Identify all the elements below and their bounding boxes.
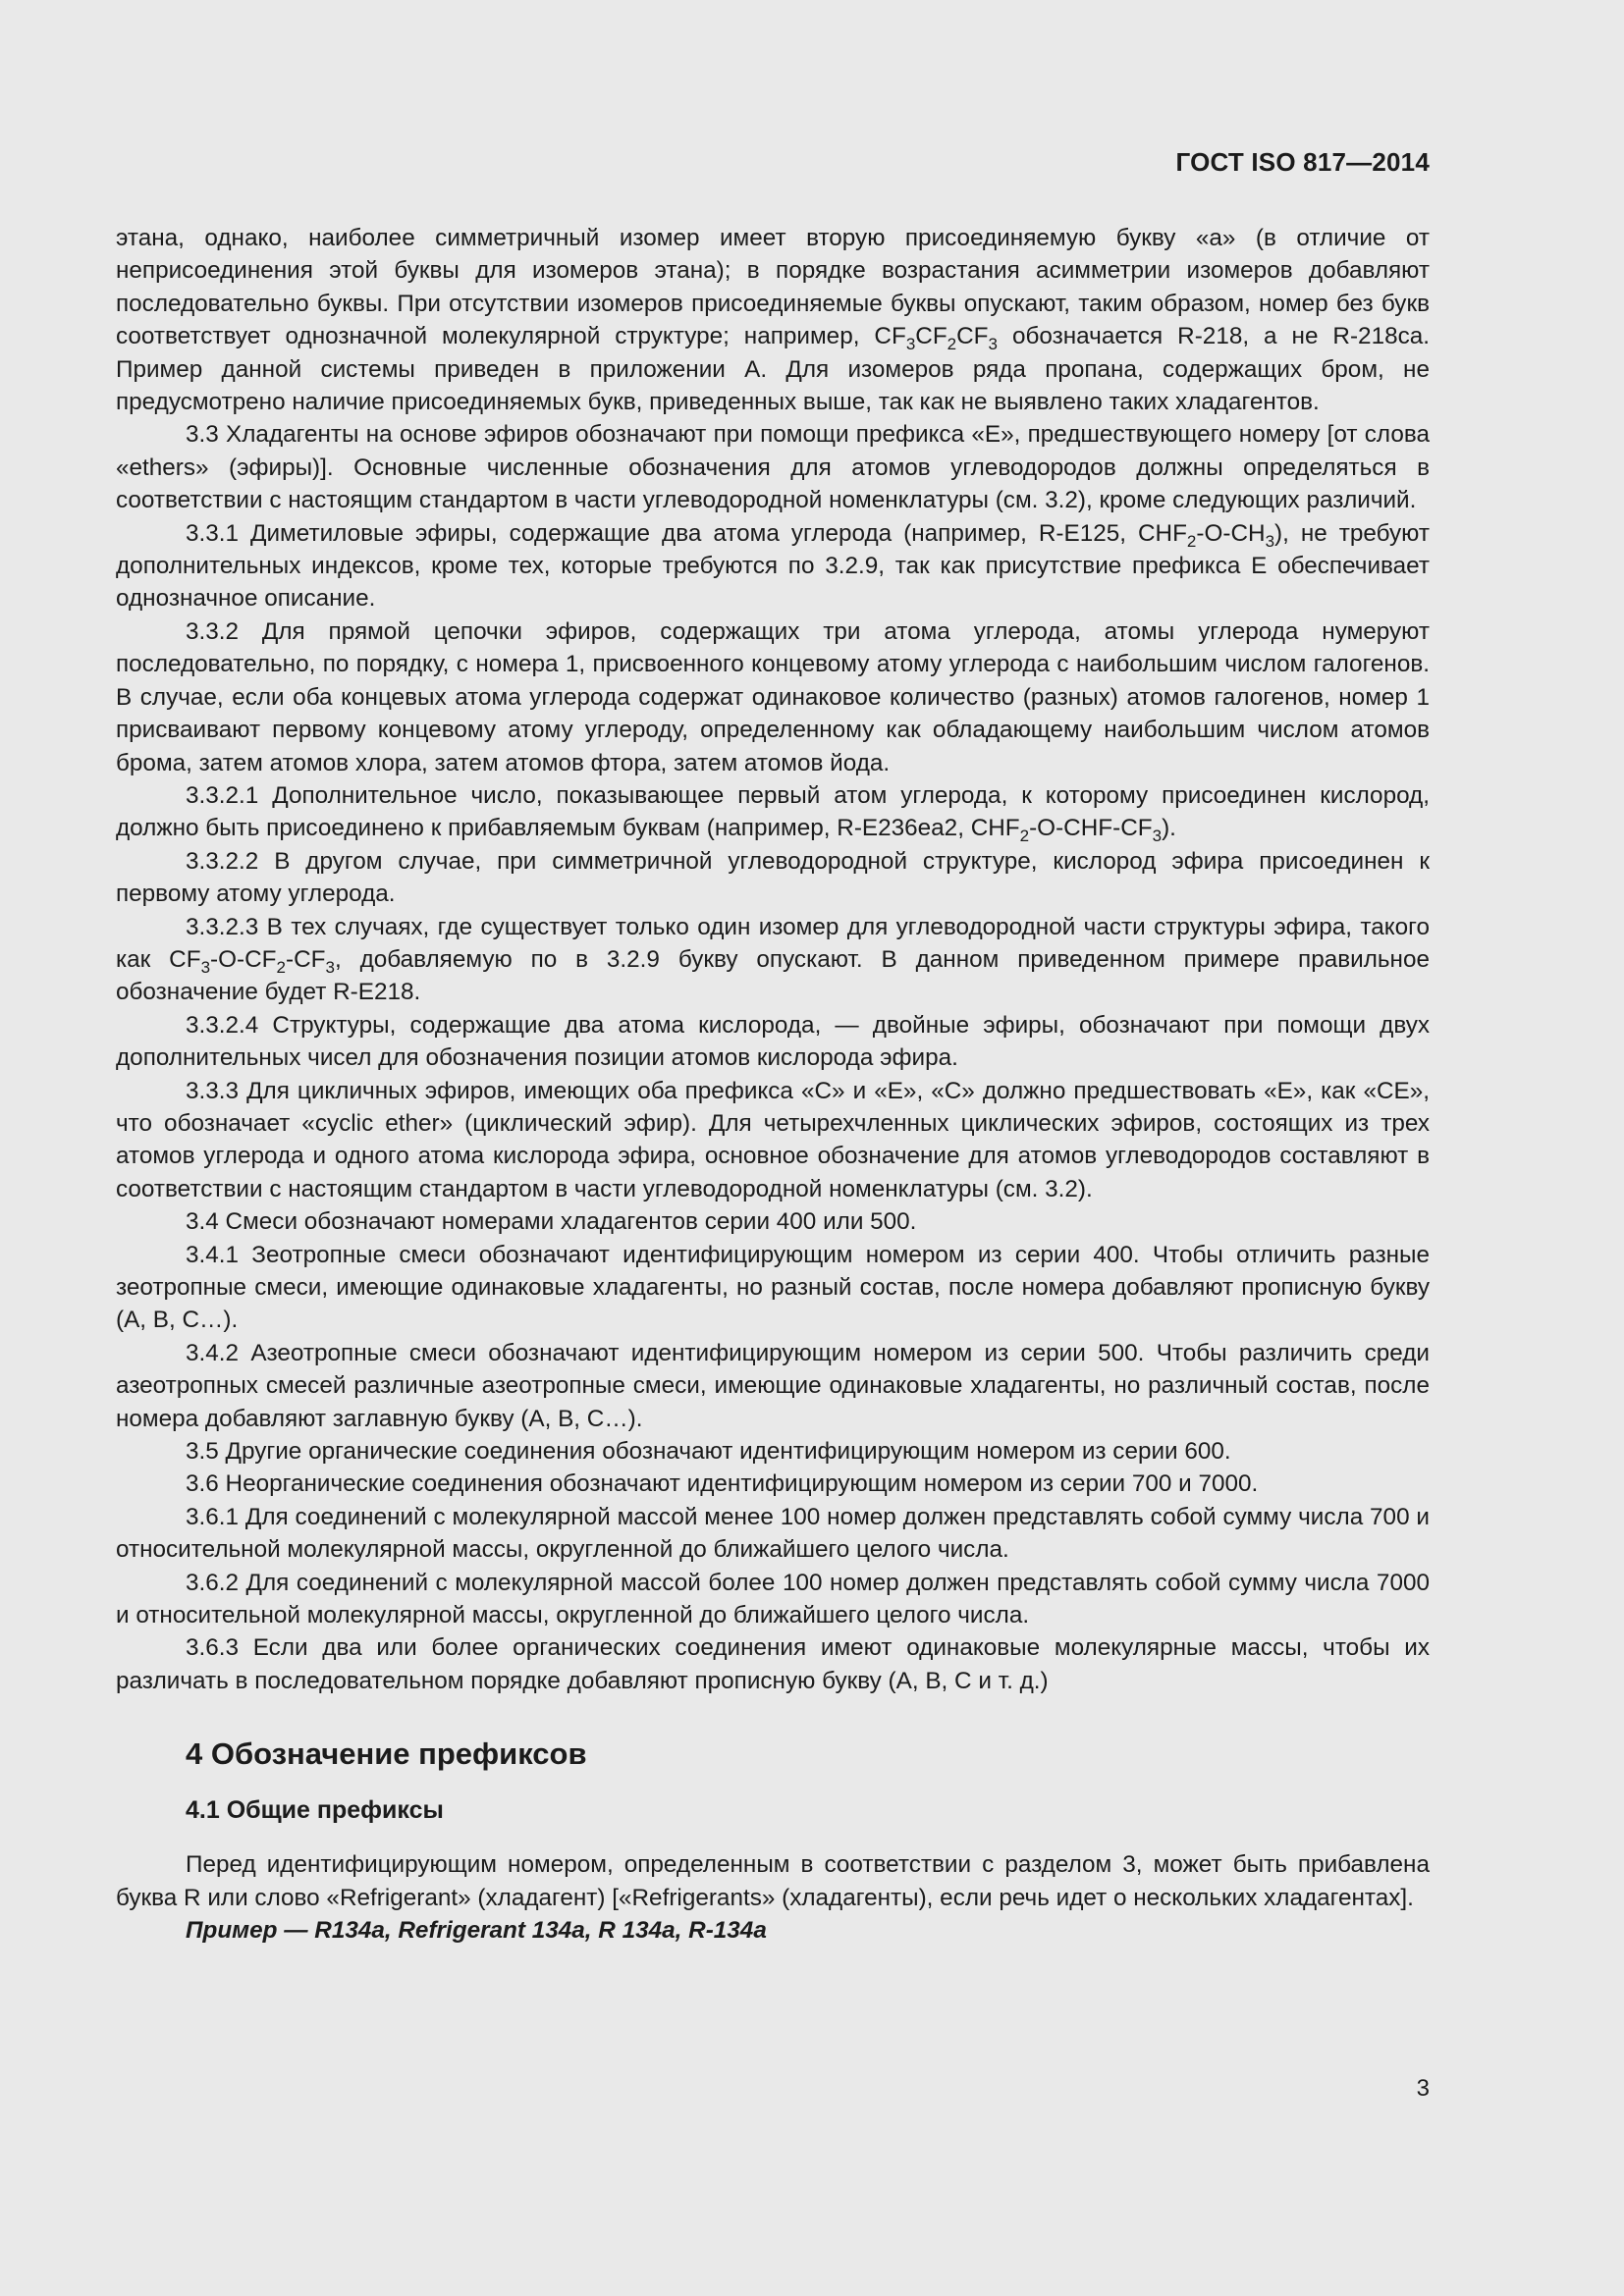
paragraph-3-6-3: 3.6.3 Если два или более органических соединения имеют одинаковые молекулярные массы, чтобы их различать в последовательном порядке добавляют прописную букву (А, В, С и т. д.) [116, 1634, 1430, 1694]
document-header: ГОСТ ISO 817—2014 [1175, 147, 1430, 177]
paragraph-3-4: 3.4 Смеси обозначают номерами хладагентов серии 400 или 500. [186, 1208, 917, 1236]
paragraph-3-6-2: 3.6.2 Для соединений с молекулярной массой более 100 номер должен представлять собой сумму числа 7000 и относительной молекулярной массы, округленной до ближайшего целого числа. [116, 1569, 1430, 1629]
paragraph-3-3-2: 3.3.2 Для прямой цепочки эфиров, содержащих три атома углерода, атомы углерода нумеруют последовательно, по порядку, с номера 1, присвоенного концевому атому углерода с наибольшим числом галогенов. В случае, если оба концевых атома углерода содержат одинаковое количество (разных) атомов галогенов, номер 1 присваивают первому концевому атому углероду, определенному как обладающему наибольшим числом атомов брома, затем атомов хлора, затем атомов фтора, затем атомов йода. [116, 617, 1430, 776]
paragraph-3-6: 3.6 Неорганические соединения обозначают идентифицирующим номером из серии 700 и 7000. [186, 1470, 1259, 1498]
example-prefixes: Пример — R134a, Refrigerant 134a, R 134a, R-134a [186, 1917, 767, 1945]
paragraph-3-3-2-3: 3.3.2.3 В тех случаях, где существует только один изомер для углеводородной части структуры эфира, такого как $CF_3-O-CF_2-CF_3$, добавляемую по в 3.2.9 букву опускают. В данном приведенном примере правильное обозначение будет R-E218. [116, 913, 1430, 1006]
paragraph-3-4-2: 3.4.2 Азеотропные смеси обозначают идентифицирующим номером из серии 500. Чтобы различить среди азеотропных смесей различные азеотропные смеси, имеющие одинаковые хладагенты, но различный состав, после номера добавляют заглавную букву (А, В, С…). [116, 1339, 1430, 1432]
paragraph-3-3-1: 3.3.1 Диметиловые эфиры, содержащие два атома углерода (например, R-E125, $CHF_2-O-CH_3$), не требуют дополнительных индексов, кроме тех, которые требуются по 3.2.9, так как присутствие префикса Е обеспечивает однозначное описание. [116, 519, 1430, 613]
paragraph-ethane-isomers: этана, однако, наиболее симметричный изомер имеет вторую присоединяемую букву «а» (в отличие от неприсоединения этой буквы для изомеров этана); в порядке возрастания асимметрии изомеров добавляют последовательно буквы. При отсутствии изомеров присоединяемые буквы опускают, таким образом, номер без букв соответствует однозначной молекулярной структуре; например, $CF_3CF_2CF_3$ обозначается R-218, а не R-218ca. Пример данной системы приведен в приложении А. Для изомеров ряда пропана, содержащих бром, не предусмотрено наличие присоединяемых букв, приведенных выше, так как не выявлено таких хладагентов. [116, 225, 1430, 416]
paragraph-3-3: 3.3 Хладагенты на основе эфиров обозначают при помощи префикса «Е», предшествующего номеру [от слова «ethers» (эфиры)]. Основные численные обозначения для атомов углеводородов должны определяться в соответствии с настоящим стандартом в части углеводородной номенклатуры (см. 3.2), кроме следующих различий. [116, 421, 1430, 514]
paragraph-3-4-1: 3.4.1 Зеотропные смеси обозначают идентифицирующим номером из серии 400. Чтобы отличить разные зеотропные смеси, имеющие одинаковые хладагенты, но разный состав, после номера добавляют прописную букву (А, В, С…). [116, 1241, 1430, 1334]
paragraph-3-3-2-1: 3.3.2.1 Дополнительное число, показывающее первый атом углерода, к которому присоединен кислород, должно быть присоединено к прибавляемым буквам (например, R-E236ea2, $CHF_2-O-CHF-CF_3$). [116, 781, 1430, 846]
paragraph-3-3-2-4: 3.3.2.4 Структуры, содержащие два атома кислорода, — двойные эфиры, обозначают при помощи двух дополнительных чисел для обозначения позиции атомов кислорода эфира. [116, 1011, 1430, 1072]
paragraph-4-1: Перед идентифицирующим номером, определенным в соответствии с разделом 3, может быть прибавлена буква R или слово «Refrigerant» (хладагент) [«Refrigerants» (хладагенты), если речь идет о нескольких хладагентах]. [116, 1851, 1430, 1911]
paragraph-3-3-3: 3.3.3 Для цикличных эфиров, имеющих оба префикса «С» и «Е», «С» должно предшествовать «Е», как «СЕ», что обозначает «cyclic ether» (циклический эфир). Для четырехчленных циклических эфиров, состоящих из трех атомов углерода и одного атома кислорода эфира, основное обозначение для атомов углеводородов составляют в соответствии с настоящим стандартом в части углеводородной номенклатуры (см. 3.2). [116, 1077, 1430, 1202]
paragraph-3-5: 3.5 Другие органические соединения обозначают идентифицирующим номером из серии 600. [186, 1438, 1231, 1466]
page-number: 3 [1416, 2075, 1430, 2102]
paragraph-3-3-2-2: 3.3.2.2 В другом случае, при симметричной углеводородной структуре, кислород эфира присоединен к первому атому углерода. [116, 847, 1430, 908]
section-4-1-title: 4.1 Общие префиксы [186, 1796, 444, 1825]
section-4-title: 4 Обозначение префиксов [186, 1736, 587, 1772]
page-content [116, 222, 1430, 1948]
paragraph-3-6-1: 3.6.1 Для соединений с молекулярной массой менее 100 номер должен представлять собой сумму числа 700 и относительной молекулярной массы, округленной до ближайшего целого числа. [116, 1503, 1430, 1564]
